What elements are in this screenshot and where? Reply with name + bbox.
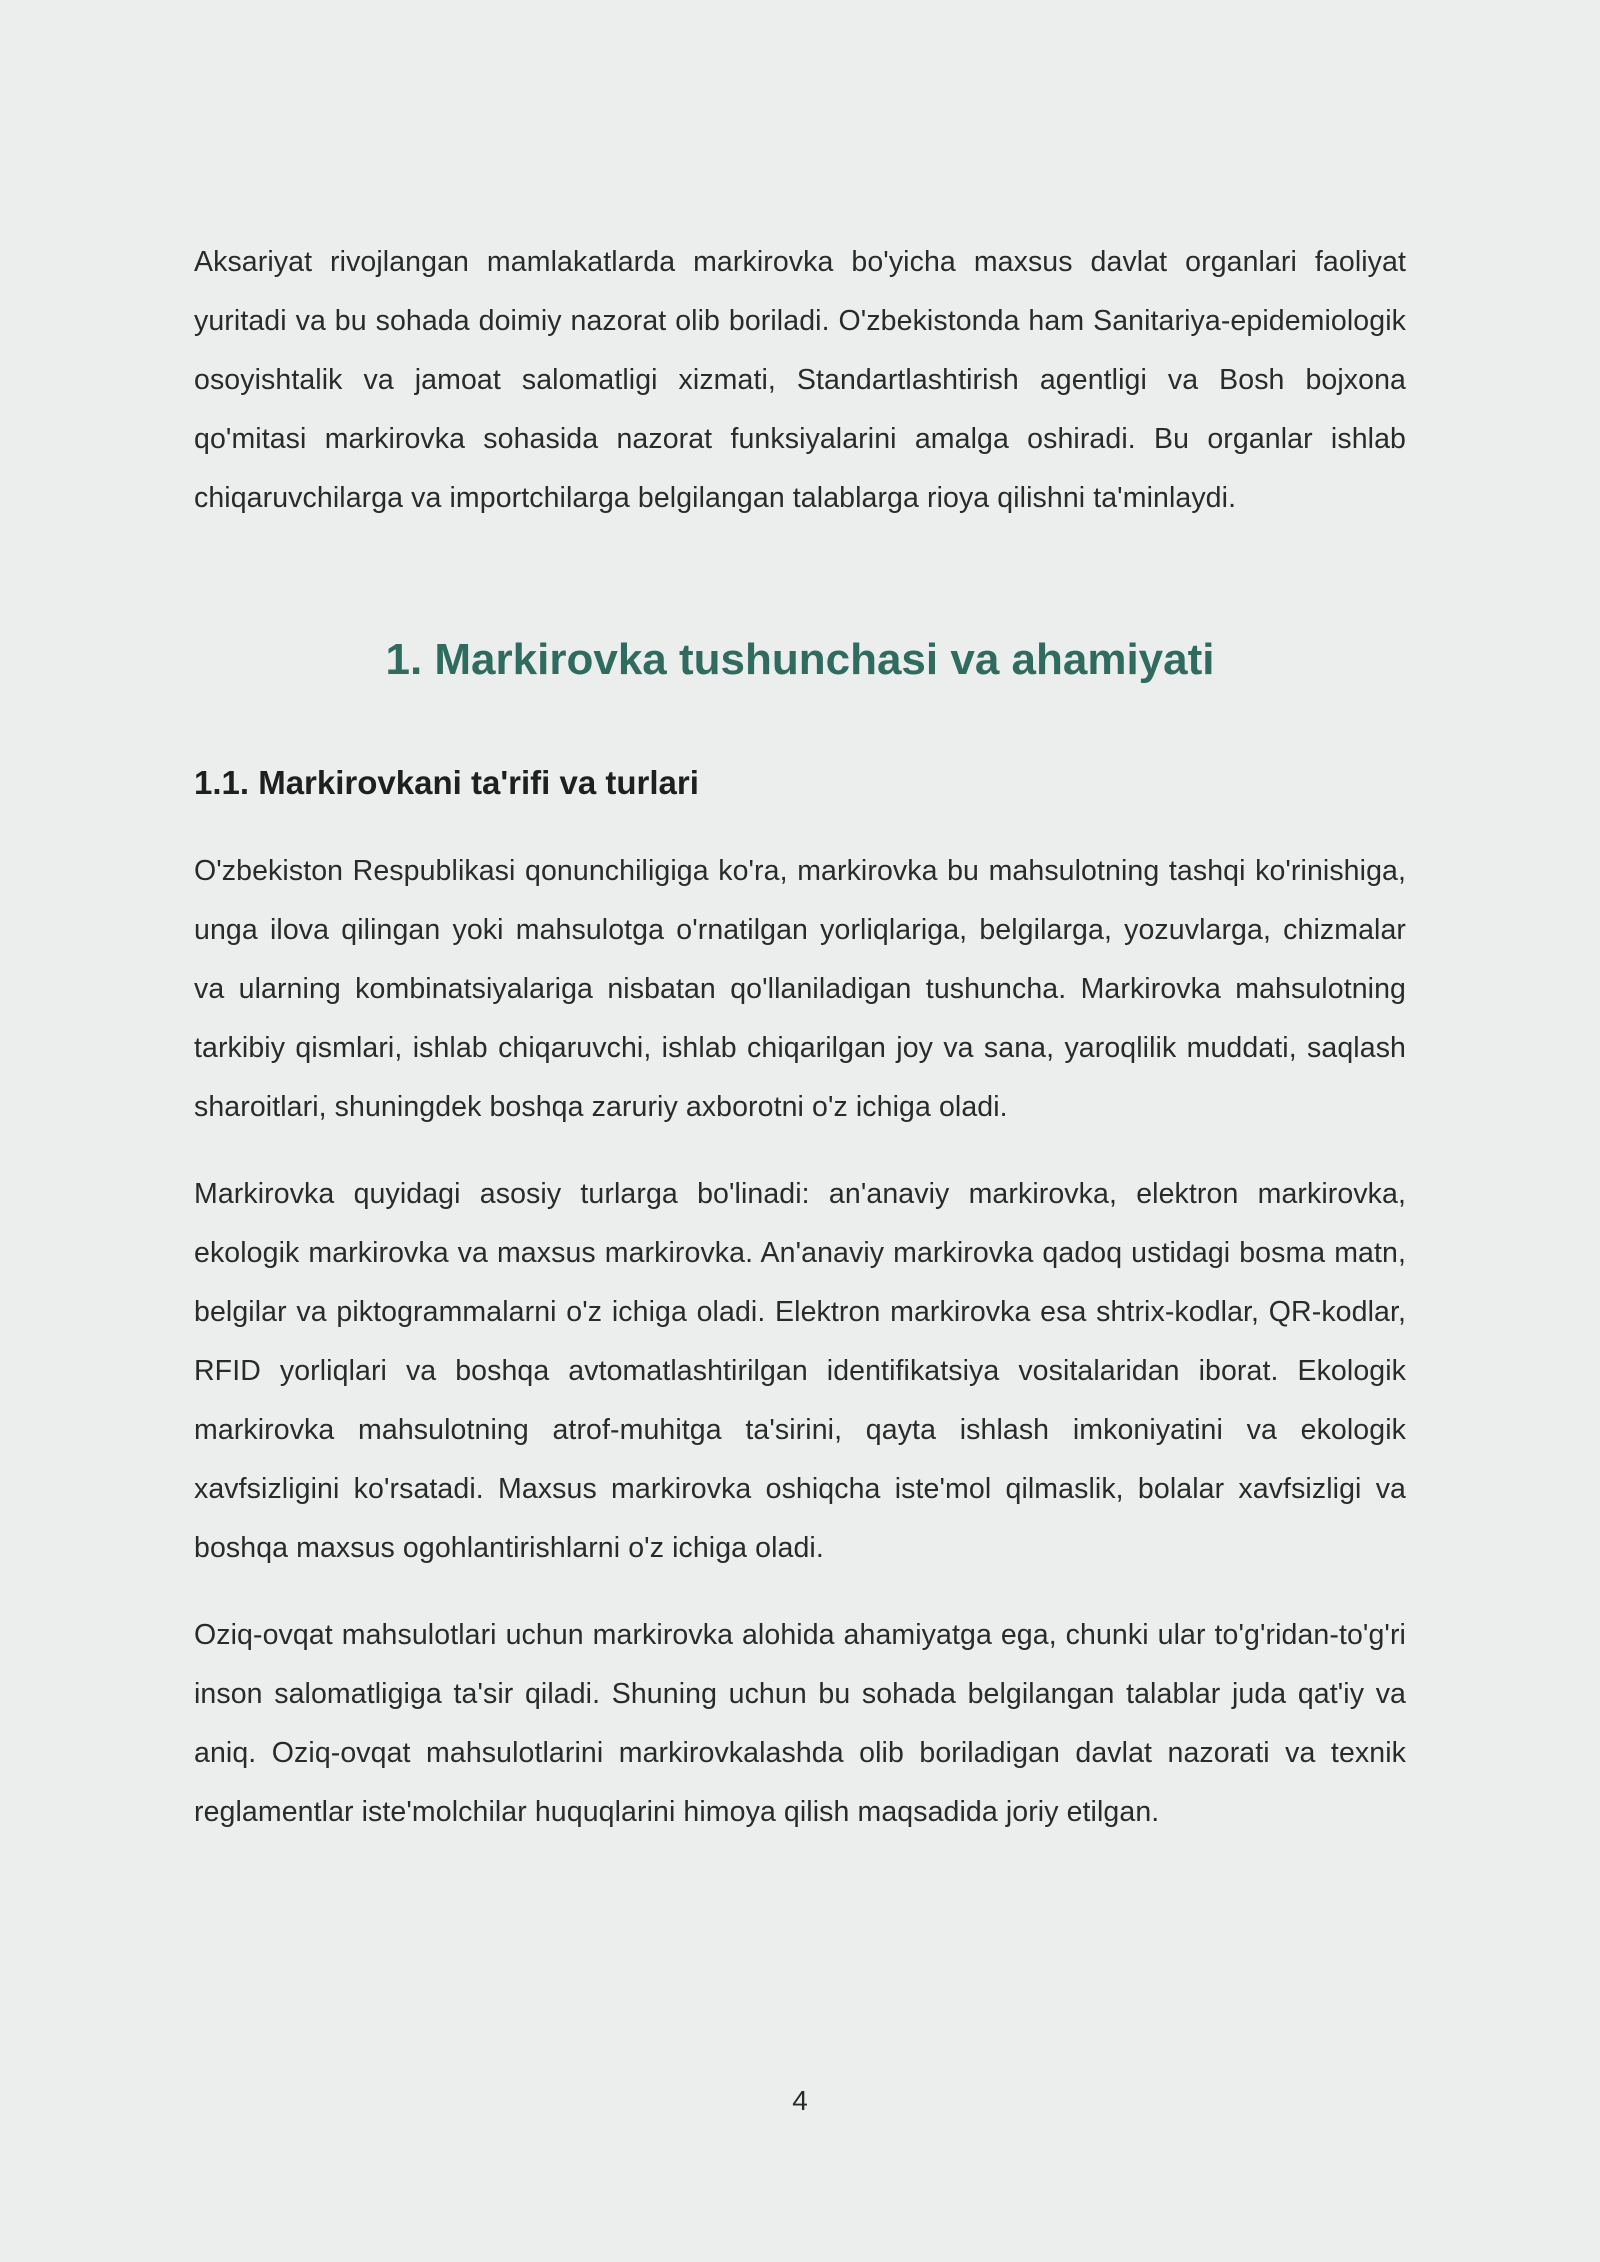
body-paragraph-types: Markirovka quyidagi asosiy turlarga bo'linadi: an'anaviy markirovka, elektron markirovka, ekologik markirovka va maxsus markirovka. An'anaviy markirovka qadoq ustidagi bosma matn, belgilar va piktogrammalarni o'z ichiga oladi. Elektron markirovka esa shtrix-kodlar, QR-kodlar, RFID yorliqlari va boshqa avtomatlashtirilgan identifikatsiya vositalaridan iborat. Ekologik markirovka mahsulotning atrof-muhitga ta'sirini, qayta ishlash imkoniyatini va ekologik xavfsizligini ko'rsatadi. Maxsus markirovka oshiqcha iste'mol qilmaslik, bolalar xavfsizligi va boshqa maxsus ogohlantirishlarni o'z ichiga oladi. xyxy=(194,1178,1406,1564)
page-content xyxy=(194,233,1406,1842)
body-paragraph-food-products: Oziq-ovqat mahsulotlari uchun markirovka alohida ahamiyatga ega, chunki ular to'g'ridan-to'g'ri inson salomatligiga ta'sir qiladi. Shuning uchun bu sohada belgilangan talablar juda qat'iy va aniq. Oziq-ovqat mahsulotlarini markirovkalashda olib boriladigan davlat nazorati va texnik reglamentlar iste'molchilar huquqlarini himoya qilish maqsadida joriy etilgan. xyxy=(194,1619,1406,1828)
subsection-heading: 1.1. Markirovkani ta'rifi va turlari xyxy=(194,764,699,801)
page-number: 4 xyxy=(792,2085,808,2116)
intro-paragraph: Aksariyat rivojlangan mamlakatlarda markirovka bo'yicha maxsus davlat organlari faoliyat yuritadi va bu sohada doimiy nazorat olib boriladi. O'zbekistonda ham Sanitariya-epidemiologik osoyishtalik va jamoat salomatligi xizmati, Standartlashtirish agentligi va Bosh bojxona qo'mitasi markirovka sohasida nazorat funksiyalarini amalga oshiradi. Bu organlar ishlab chiqaruvchilarga va importchilarga belgilangan talablarga rioya qilishni ta'minlaydi. xyxy=(194,246,1406,514)
body-paragraph-definition: O'zbekiston Respublikasi qonunchiligiga ko'ra, markirovka bu mahsulotning tashqi ko'rinishiga, unga ilova qilingan yoki mahsulotga o'rnatilgan yorliqlariga, belgilarga, yozuvlarga, chizmalar va ularning kombinatsiyalariga nisbatan qo'llaniladigan tushuncha. Markirovka mahsulotning tarkibiy qismlari, ishlab chiqaruvchi, ishlab chiqarilgan joy va sana, yaroqlilik muddati, saqlash sharoitlari, shuningdek boshqa zaruriy axborotni o'z ichiga oladi. xyxy=(194,855,1406,1123)
section-heading: 1. Markirovka tushunchasi va ahamiyati xyxy=(385,635,1215,684)
